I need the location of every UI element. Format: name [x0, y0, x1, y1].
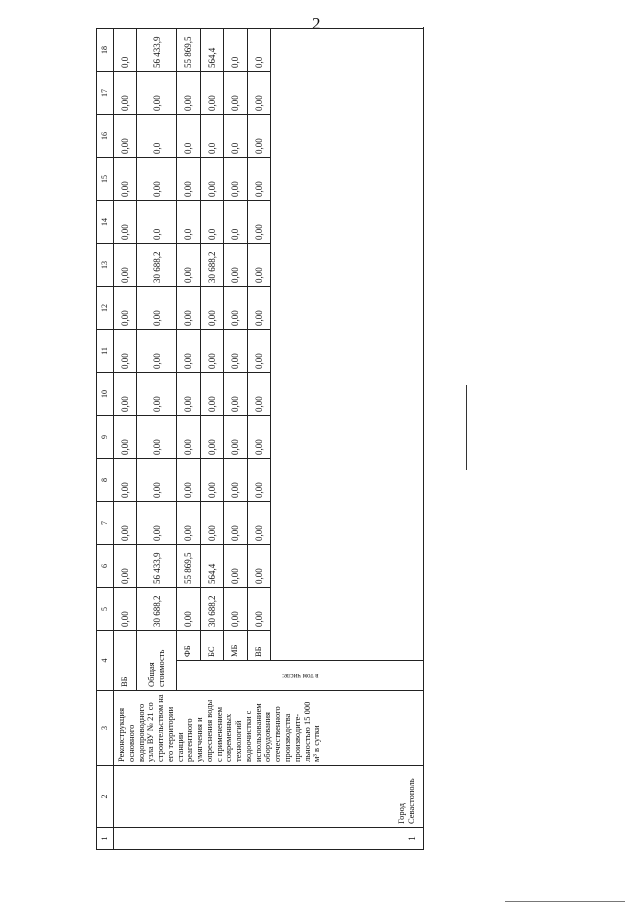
- value-cell: 0,00: [247, 416, 271, 459]
- value-cell: 0,00: [114, 201, 137, 244]
- colnum: 3: [97, 691, 114, 766]
- source-bs: БС: [200, 631, 223, 661]
- value-cell: 0,0: [137, 115, 177, 158]
- colnum: 13: [97, 244, 114, 287]
- value-cell: 0,00: [114, 287, 137, 330]
- value-cell: 0,00: [177, 459, 200, 502]
- colnum: 2: [97, 766, 114, 828]
- value-cell: 30 688,2: [137, 244, 177, 287]
- value-cell: 0,00: [114, 459, 137, 502]
- value-cell: 0,00: [247, 502, 271, 545]
- value-cell: 0,00: [114, 158, 137, 201]
- value-cell: 0,00: [114, 115, 137, 158]
- value-cell: 0,00: [224, 373, 247, 416]
- value-cell: 0,00: [114, 373, 137, 416]
- rotated-table-container: [96, 36, 424, 850]
- value-cell: 0,00: [224, 545, 247, 588]
- value-cell: 0,00: [224, 330, 247, 373]
- value-cell: 0,00: [200, 330, 223, 373]
- value-cell: 30 688,2: [137, 588, 177, 631]
- value-cell: 0,0: [247, 29, 271, 72]
- value-cell: 0,00: [177, 373, 200, 416]
- source-fb: ФБ: [177, 631, 200, 661]
- value-cell: 0,00: [114, 502, 137, 545]
- value-cell: 564,4: [200, 29, 223, 72]
- value-cell: 0,0: [224, 29, 247, 72]
- value-cell: 0,0: [114, 29, 137, 72]
- value-cell: 0,00: [247, 158, 271, 201]
- source-mb: МБ: [224, 631, 247, 661]
- value-cell: 0,00: [247, 244, 271, 287]
- colnum: 14: [97, 201, 114, 244]
- value-cell: 0,00: [114, 330, 137, 373]
- page-number: 2: [312, 14, 321, 33]
- colnum: 1: [97, 828, 114, 850]
- value-cell: 0,00: [114, 72, 137, 115]
- row-number: 1: [114, 828, 424, 850]
- value-cell: 0,00: [137, 72, 177, 115]
- value-cell: 0,00: [137, 373, 177, 416]
- empty-cell: [271, 29, 424, 661]
- colnum: 17: [97, 72, 114, 115]
- value-cell: 0,00: [200, 158, 223, 201]
- value-cell: 0,00: [137, 158, 177, 201]
- value-cell: 0,00: [247, 545, 271, 588]
- colnum: 16: [97, 115, 114, 158]
- value-cell: 564,4: [200, 545, 223, 588]
- value-cell: 0,00: [247, 588, 271, 631]
- colnum: 4: [97, 631, 114, 691]
- value-cell: 0,00: [247, 287, 271, 330]
- value-cell: 0,00: [224, 287, 247, 330]
- colnum: 7: [97, 502, 114, 545]
- value-cell: 55 869,5: [177, 29, 200, 72]
- value-cell: 0,00: [247, 459, 271, 502]
- value-cell: 0,00: [177, 502, 200, 545]
- value-cell: 0,00: [177, 330, 200, 373]
- value-cell: 0,0: [177, 115, 200, 158]
- value-cell: 0,0: [200, 115, 223, 158]
- table-region: [96, 36, 424, 850]
- value-cell: 0,00: [200, 72, 223, 115]
- city-cell: Город Севастополь: [114, 766, 424, 828]
- in-that-number-cell: [177, 661, 424, 691]
- funding-table: [96, 28, 424, 850]
- value-cell: 0,00: [137, 416, 177, 459]
- value-cell: 0,00: [177, 416, 200, 459]
- colnum: 9: [97, 416, 114, 459]
- value-cell: 0,00: [177, 72, 200, 115]
- value-cell: 0,00: [224, 244, 247, 287]
- value-cell: 0,00: [224, 459, 247, 502]
- value-cell: 0,00: [114, 244, 137, 287]
- footer-rule: [505, 901, 625, 902]
- value-cell: 0,00: [200, 502, 223, 545]
- value-cell: 0,0: [224, 115, 247, 158]
- vb-row: [114, 29, 137, 850]
- value-cell: 0,00: [247, 330, 271, 373]
- value-cell: 55 869,5: [177, 545, 200, 588]
- colnum: 6: [97, 545, 114, 588]
- value-cell: 0,00: [114, 416, 137, 459]
- value-cell: 0,00: [137, 330, 177, 373]
- value-cell: 0,00: [137, 502, 177, 545]
- source-vb: ВБ: [114, 631, 137, 691]
- margin-vertical-line: [466, 385, 467, 470]
- colnum: 5: [97, 588, 114, 631]
- colnum: 15: [97, 158, 114, 201]
- value-cell: 30 688,2: [200, 244, 223, 287]
- value-cell: 0,00: [177, 287, 200, 330]
- value-cell: 0,00: [177, 244, 200, 287]
- value-cell: 0,00: [247, 115, 271, 158]
- colnum: 12: [97, 287, 114, 330]
- colnum: 18: [97, 29, 114, 72]
- source-total: Общая стоимость: [137, 631, 177, 691]
- value-cell: 0,00: [224, 158, 247, 201]
- project-description: Реконструкция основного водопроводного узла ВУ № 21 со строительством на его территории станции реагентного умягчения и опреснения воды с применением современных технологий водоочистки с использованием оборудования отечественного производства производительностью 15 000 м³ в сутки: [114, 691, 424, 766]
- value-cell: 0,00: [224, 502, 247, 545]
- value-cell: 30 688,2: [200, 588, 223, 631]
- value-cell: 0,00: [224, 416, 247, 459]
- colnum: 8: [97, 459, 114, 502]
- value-cell: 0,00: [200, 416, 223, 459]
- colnum: 11: [97, 330, 114, 373]
- column-number-row: [97, 29, 114, 850]
- value-cell: 0,00: [200, 373, 223, 416]
- value-cell: 0,0: [177, 201, 200, 244]
- value-cell: 0,00: [137, 459, 177, 502]
- value-cell: 0,00: [247, 72, 271, 115]
- colnum: 10: [97, 373, 114, 416]
- value-cell: 0,0: [224, 201, 247, 244]
- value-cell: 56 433,9: [137, 29, 177, 72]
- value-cell: 0,00: [200, 459, 223, 502]
- value-cell: 0,00: [137, 287, 177, 330]
- value-cell: 0,0: [137, 201, 177, 244]
- value-cell: 0,00: [224, 72, 247, 115]
- value-cell: 0,00: [200, 287, 223, 330]
- value-cell: 0,00: [247, 373, 271, 416]
- value-cell: 0,00: [247, 201, 271, 244]
- value-cell: 0,00: [114, 545, 137, 588]
- value-cell: 0,00: [224, 588, 247, 631]
- value-cell: 56 433,9: [137, 545, 177, 588]
- in-that-number-label: в том числе:: [281, 671, 319, 680]
- value-cell: 0,00: [114, 588, 137, 631]
- value-cell: 0,00: [177, 158, 200, 201]
- value-cell: 0,00: [177, 588, 200, 631]
- value-cell: 0,0: [200, 201, 223, 244]
- source-vb2: ВБ: [247, 631, 271, 661]
